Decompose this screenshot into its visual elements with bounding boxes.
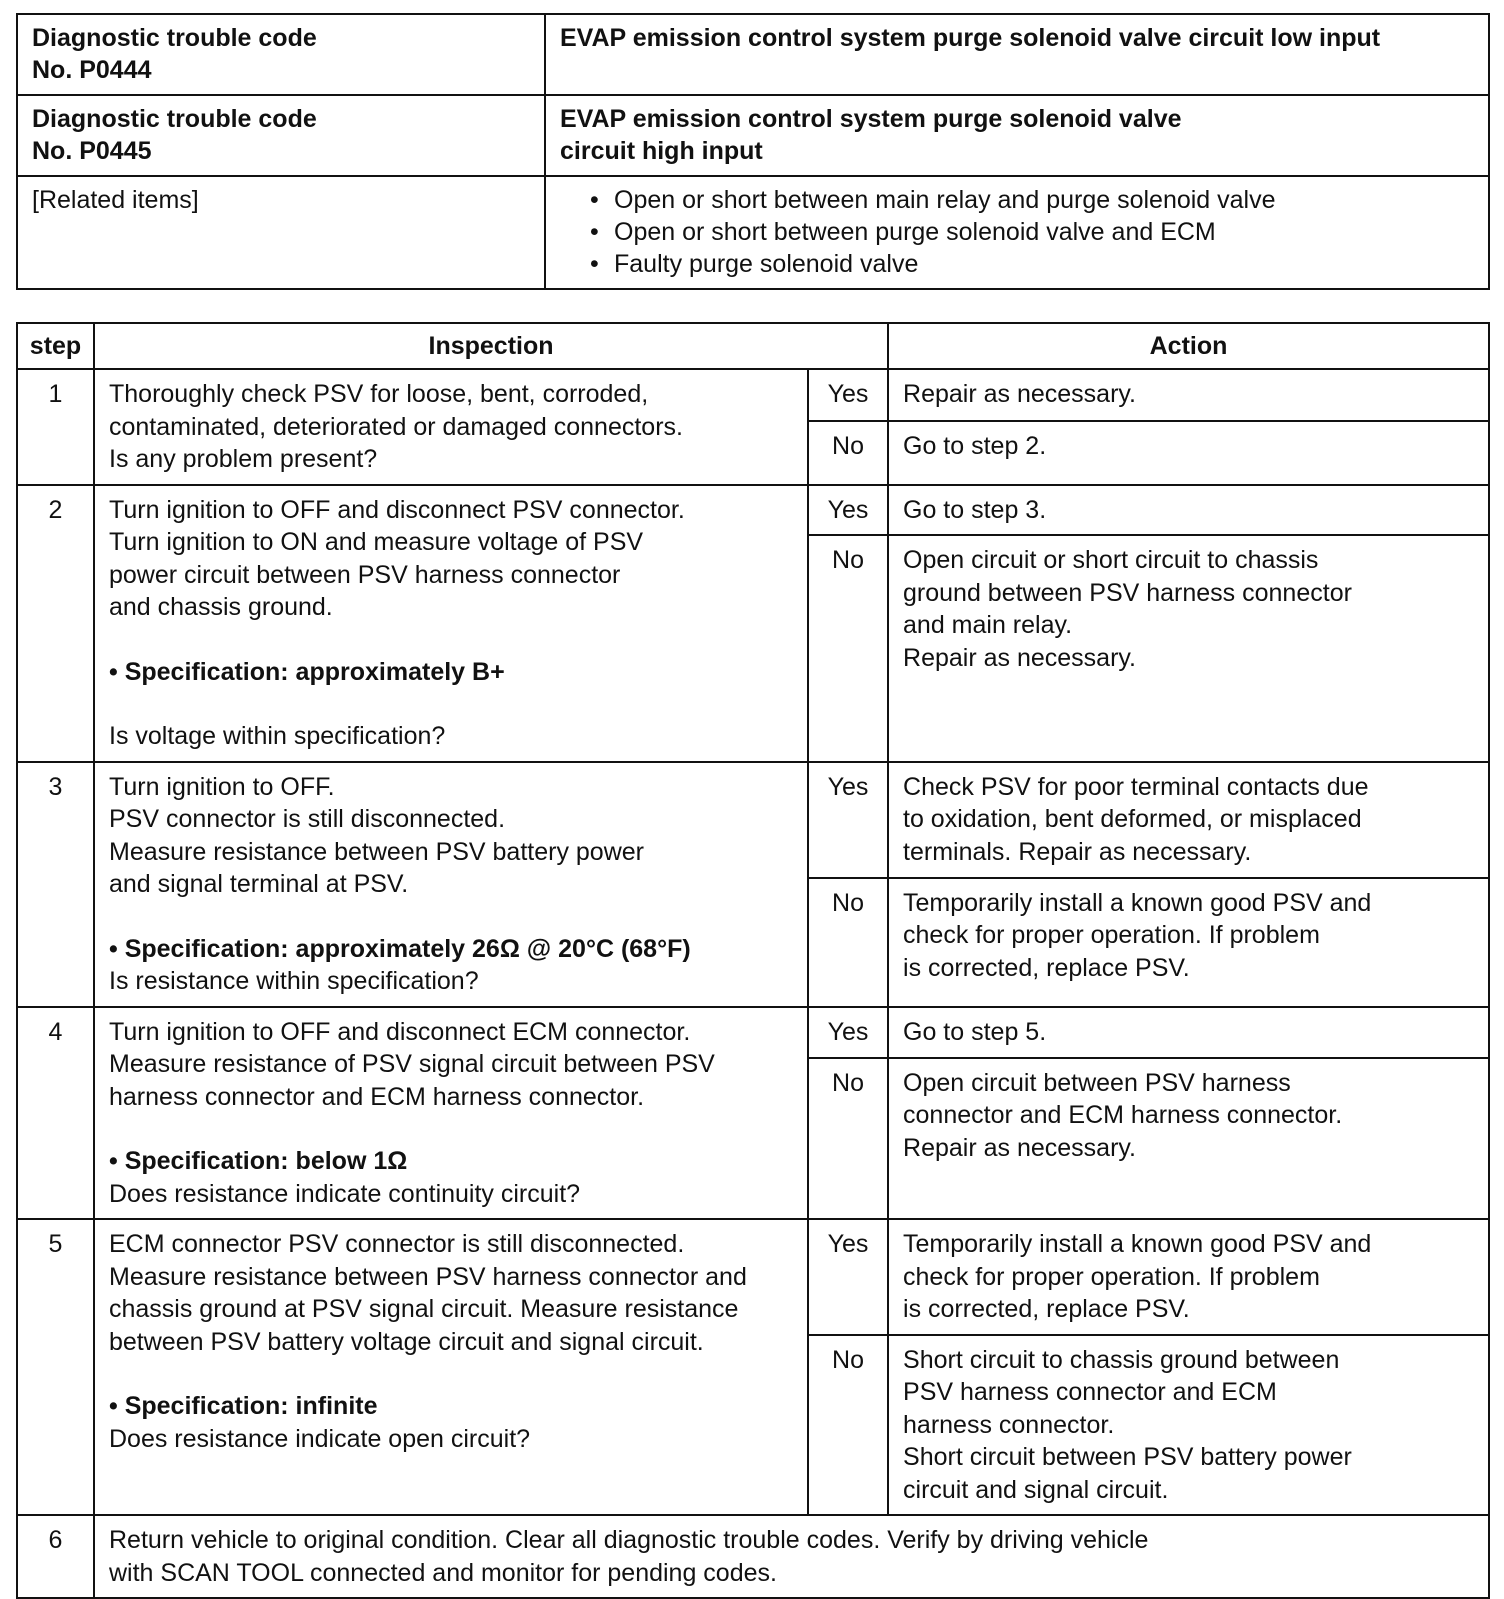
- related-items-label: [Related items]: [17, 176, 545, 289]
- specification: • Specification: approximately 26Ω @ 20°C (68°F): [109, 934, 691, 963]
- specification: • Specification: infinite: [109, 1392, 378, 1420]
- dtc-info-table: [16, 13, 1490, 290]
- step-question: Is voltage within specification?: [109, 722, 446, 750]
- step-3-yes-row: [17, 762, 1489, 878]
- no-action: Open circuit or short circuit to chassis ground between PSV harness connector and main relay. Repair as necessary.: [888, 535, 1489, 761]
- step-inspection: Return vehicle to original condition. Clear all diagnostic trouble codes. Verify by driving vehicle with SCAN TOOL connected and monitor for pending codes.: [94, 1515, 1489, 1598]
- no-label: No: [808, 1335, 888, 1516]
- step-inspection: Turn ignition to OFF. PSV connector is still disconnected. Measure resistance between PSV battery power and signal terminal at PSV. • Specification: approximately 26Ω @ 20°C (68°F) Is resistance within specification?: [94, 762, 808, 1007]
- dtc-description: EVAP emission control system purge solenoid valve circuit low input: [545, 14, 1489, 95]
- step-inspection: ECM connector PSV connector is still disconnected. Measure resistance between PSV harness connector and chassis ground at PSV signal circuit. Measure resistance between PSV battery voltage circuit and signal circuit. • Specification: infinite Does resistance indicate open circuit?: [94, 1219, 808, 1515]
- yes-action: Temporarily install a known good PSV and check for proper operation. If problem is corrected, replace PSV.: [888, 1219, 1489, 1335]
- step-inspection: Turn ignition to OFF and disconnect PSV connector. Turn ignition to ON and measure voltage of PSV power circuit between PSV harness connector and chassis ground. • Specification: approximately B+ Is voltage within specification?: [94, 485, 808, 762]
- yes-label: Yes: [808, 1007, 888, 1058]
- no-action: Temporarily install a known good PSV and check for proper operation. If problem is corrected, replace PSV.: [888, 878, 1489, 1007]
- no-label: No: [808, 535, 888, 761]
- step-number: 1: [17, 369, 94, 485]
- yes-label: Yes: [808, 1219, 888, 1335]
- step-number: 5: [17, 1219, 94, 1515]
- yes-label: Yes: [808, 762, 888, 878]
- yes-action: Check PSV for poor terminal contacts due to oxidation, bent deformed, or misplaced terminals. Repair as necessary.: [888, 762, 1489, 878]
- yes-label: Yes: [808, 369, 888, 421]
- step-1-yes-row: [17, 369, 1489, 421]
- dtc-row-p0445: [17, 95, 1489, 176]
- specification: • Specification: approximately B+: [109, 657, 505, 686]
- yes-action: Repair as necessary.: [888, 369, 1489, 421]
- column-header-action: Action: [888, 323, 1489, 369]
- step-number: 2: [17, 485, 94, 762]
- specification: • Specification: below 1Ω: [109, 1147, 408, 1175]
- related-item: • Open or short between purge solenoid valve and ECM: [590, 216, 1474, 248]
- dtc-label: Diagnostic trouble code No. P0444: [17, 14, 545, 95]
- step-inspection: Turn ignition to OFF and disconnect ECM connector. Measure resistance of PSV signal circuit between PSV harness connector and ECM harness connector. • Specification: below 1Ω Does resistance indicate continuity circuit?: [94, 1007, 808, 1220]
- step-question: Does resistance indicate open circuit?: [109, 1424, 531, 1453]
- step-5-yes-row: [17, 1219, 1489, 1335]
- related-item: • Faulty purge solenoid valve: [590, 248, 1474, 280]
- step-number: 6: [17, 1515, 94, 1598]
- step-inspection: Thoroughly check PSV for loose, bent, corroded, contaminated, deteriorated or damaged connectors. Is any problem present?: [94, 369, 808, 485]
- no-action: Open circuit between PSV harness connector and ECM harness connector. Repair as necessary.: [888, 1058, 1489, 1219]
- step-number: 4: [17, 1007, 94, 1220]
- yes-action: Go to step 5.: [888, 1007, 1489, 1058]
- dtc-description: EVAP emission control system purge solenoid valve circuit high input: [545, 95, 1489, 176]
- column-header-step: step: [17, 323, 94, 369]
- step-2-yes-row: [17, 485, 1489, 536]
- step-6-row: [17, 1515, 1489, 1598]
- no-label: No: [808, 1058, 888, 1219]
- steps-header-row: [17, 323, 1489, 369]
- related-items-row: [17, 176, 1489, 289]
- diagnostic-steps-table: [16, 322, 1490, 1599]
- step-4-yes-row: [17, 1007, 1489, 1058]
- dtc-label: Diagnostic trouble code No. P0445: [17, 95, 545, 176]
- step-question: Does resistance indicate continuity circuit?: [109, 1179, 581, 1208]
- column-header-inspection: Inspection: [94, 323, 888, 369]
- no-label: No: [808, 878, 888, 1007]
- related-item: • Open or short between main relay and purge solenoid valve: [590, 184, 1474, 216]
- yes-label: Yes: [808, 485, 888, 536]
- yes-action: Go to step 3.: [888, 485, 1489, 536]
- step-number: 3: [17, 762, 94, 1007]
- step-question: Is resistance within specification?: [109, 967, 479, 995]
- no-label: No: [808, 421, 888, 485]
- no-action: Go to step 2.: [888, 421, 1489, 485]
- no-action: Short circuit to chassis ground between PSV harness connector and ECM harness connector. Short circuit between PSV battery power circuit and signal circuit.: [888, 1335, 1489, 1516]
- related-items-list: [545, 176, 1489, 289]
- dtc-row-p0444: [17, 14, 1489, 95]
